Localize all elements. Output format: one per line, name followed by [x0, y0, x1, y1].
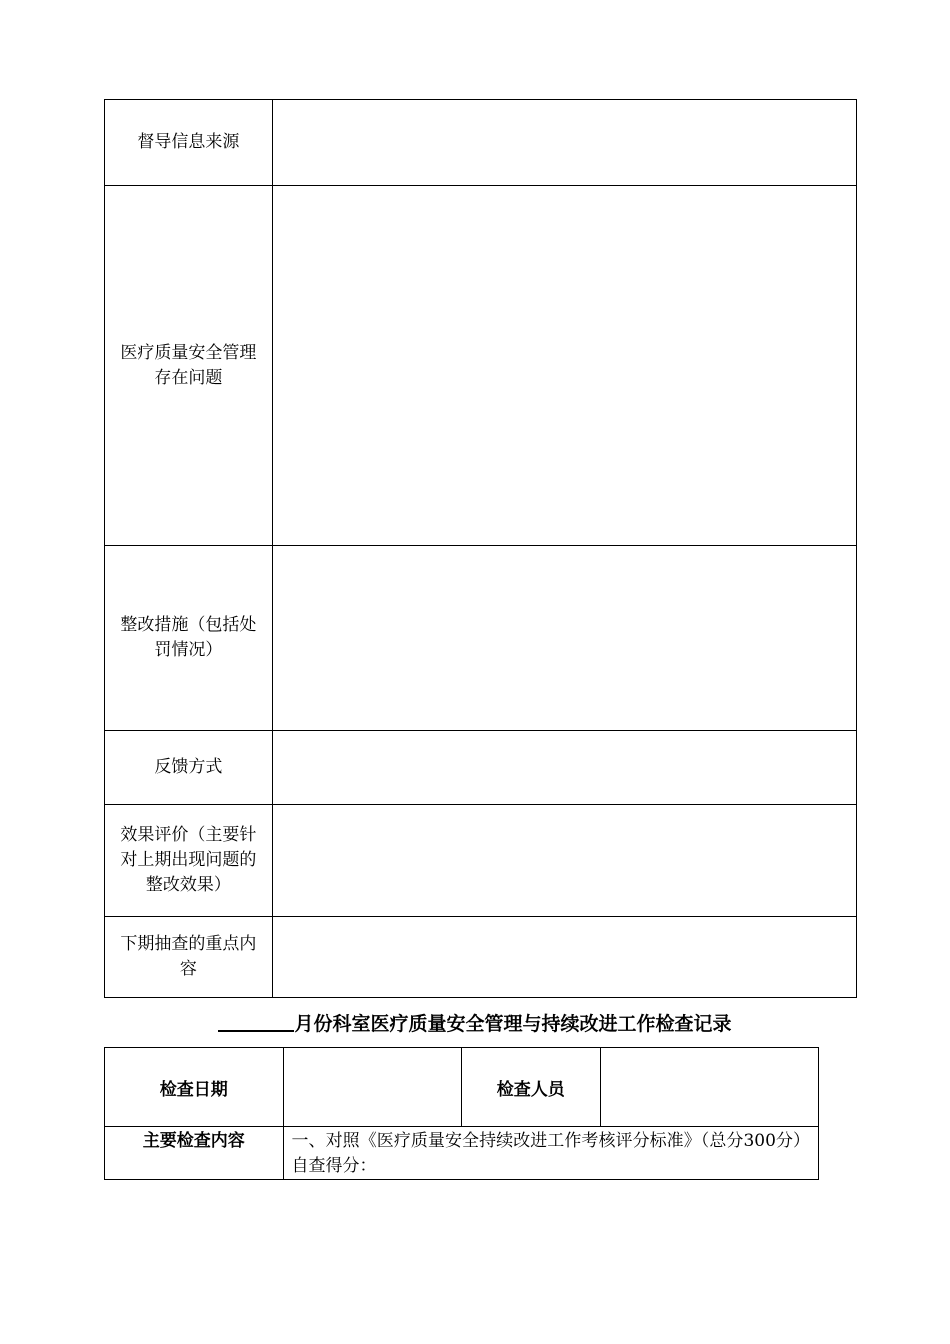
row-date-inspector — [105, 1048, 819, 1127]
row-info-source — [105, 100, 857, 186]
inspector-label: 检查人员 — [461, 1048, 600, 1127]
month-blank-field[interactable] — [218, 1010, 294, 1032]
info-source-label: 督导信息来源 — [105, 100, 273, 186]
row-quality-issues — [105, 186, 857, 546]
check-date-field[interactable] — [283, 1048, 461, 1127]
main-content-label: 主要检查内容 — [105, 1127, 284, 1180]
effect-evaluation-label: 效果评价（主要针对上期出现问题的整改效果） — [105, 805, 273, 917]
row-main-content — [105, 1127, 819, 1180]
info-source-field[interactable] — [272, 100, 856, 186]
next-focus-field[interactable] — [272, 917, 856, 998]
row-feedback-method — [105, 731, 857, 805]
inspector-field[interactable] — [600, 1048, 818, 1127]
corrective-measures-label: 整改措施（包括处罚情况） — [105, 546, 273, 731]
supervision-form-table — [104, 99, 857, 998]
next-focus-label: 下期抽查的重点内容 — [105, 917, 273, 998]
row-effect-evaluation — [105, 805, 857, 917]
inspection-record-table — [104, 1047, 819, 1180]
main-content-text: 一、对照《医疗质量安全持续改进工作考核评分标准》（总分300分）自查得分： — [283, 1127, 819, 1180]
effect-evaluation-field[interactable] — [272, 805, 856, 917]
quality-issues-label: 医疗质量安全管理存在问题 — [105, 186, 273, 546]
inspection-record-title — [0, 1010, 950, 1038]
row-corrective-measures — [105, 546, 857, 731]
row-next-focus — [105, 917, 857, 998]
quality-issues-field[interactable] — [272, 186, 856, 546]
feedback-method-label: 反馈方式 — [105, 731, 273, 805]
check-date-label: 检查日期 — [105, 1048, 284, 1127]
inspection-title-text: 月份科室医疗质量安全管理与持续改进工作检查记录 — [294, 1013, 732, 1035]
feedback-method-field[interactable] — [272, 731, 856, 805]
corrective-measures-field[interactable] — [272, 546, 856, 731]
